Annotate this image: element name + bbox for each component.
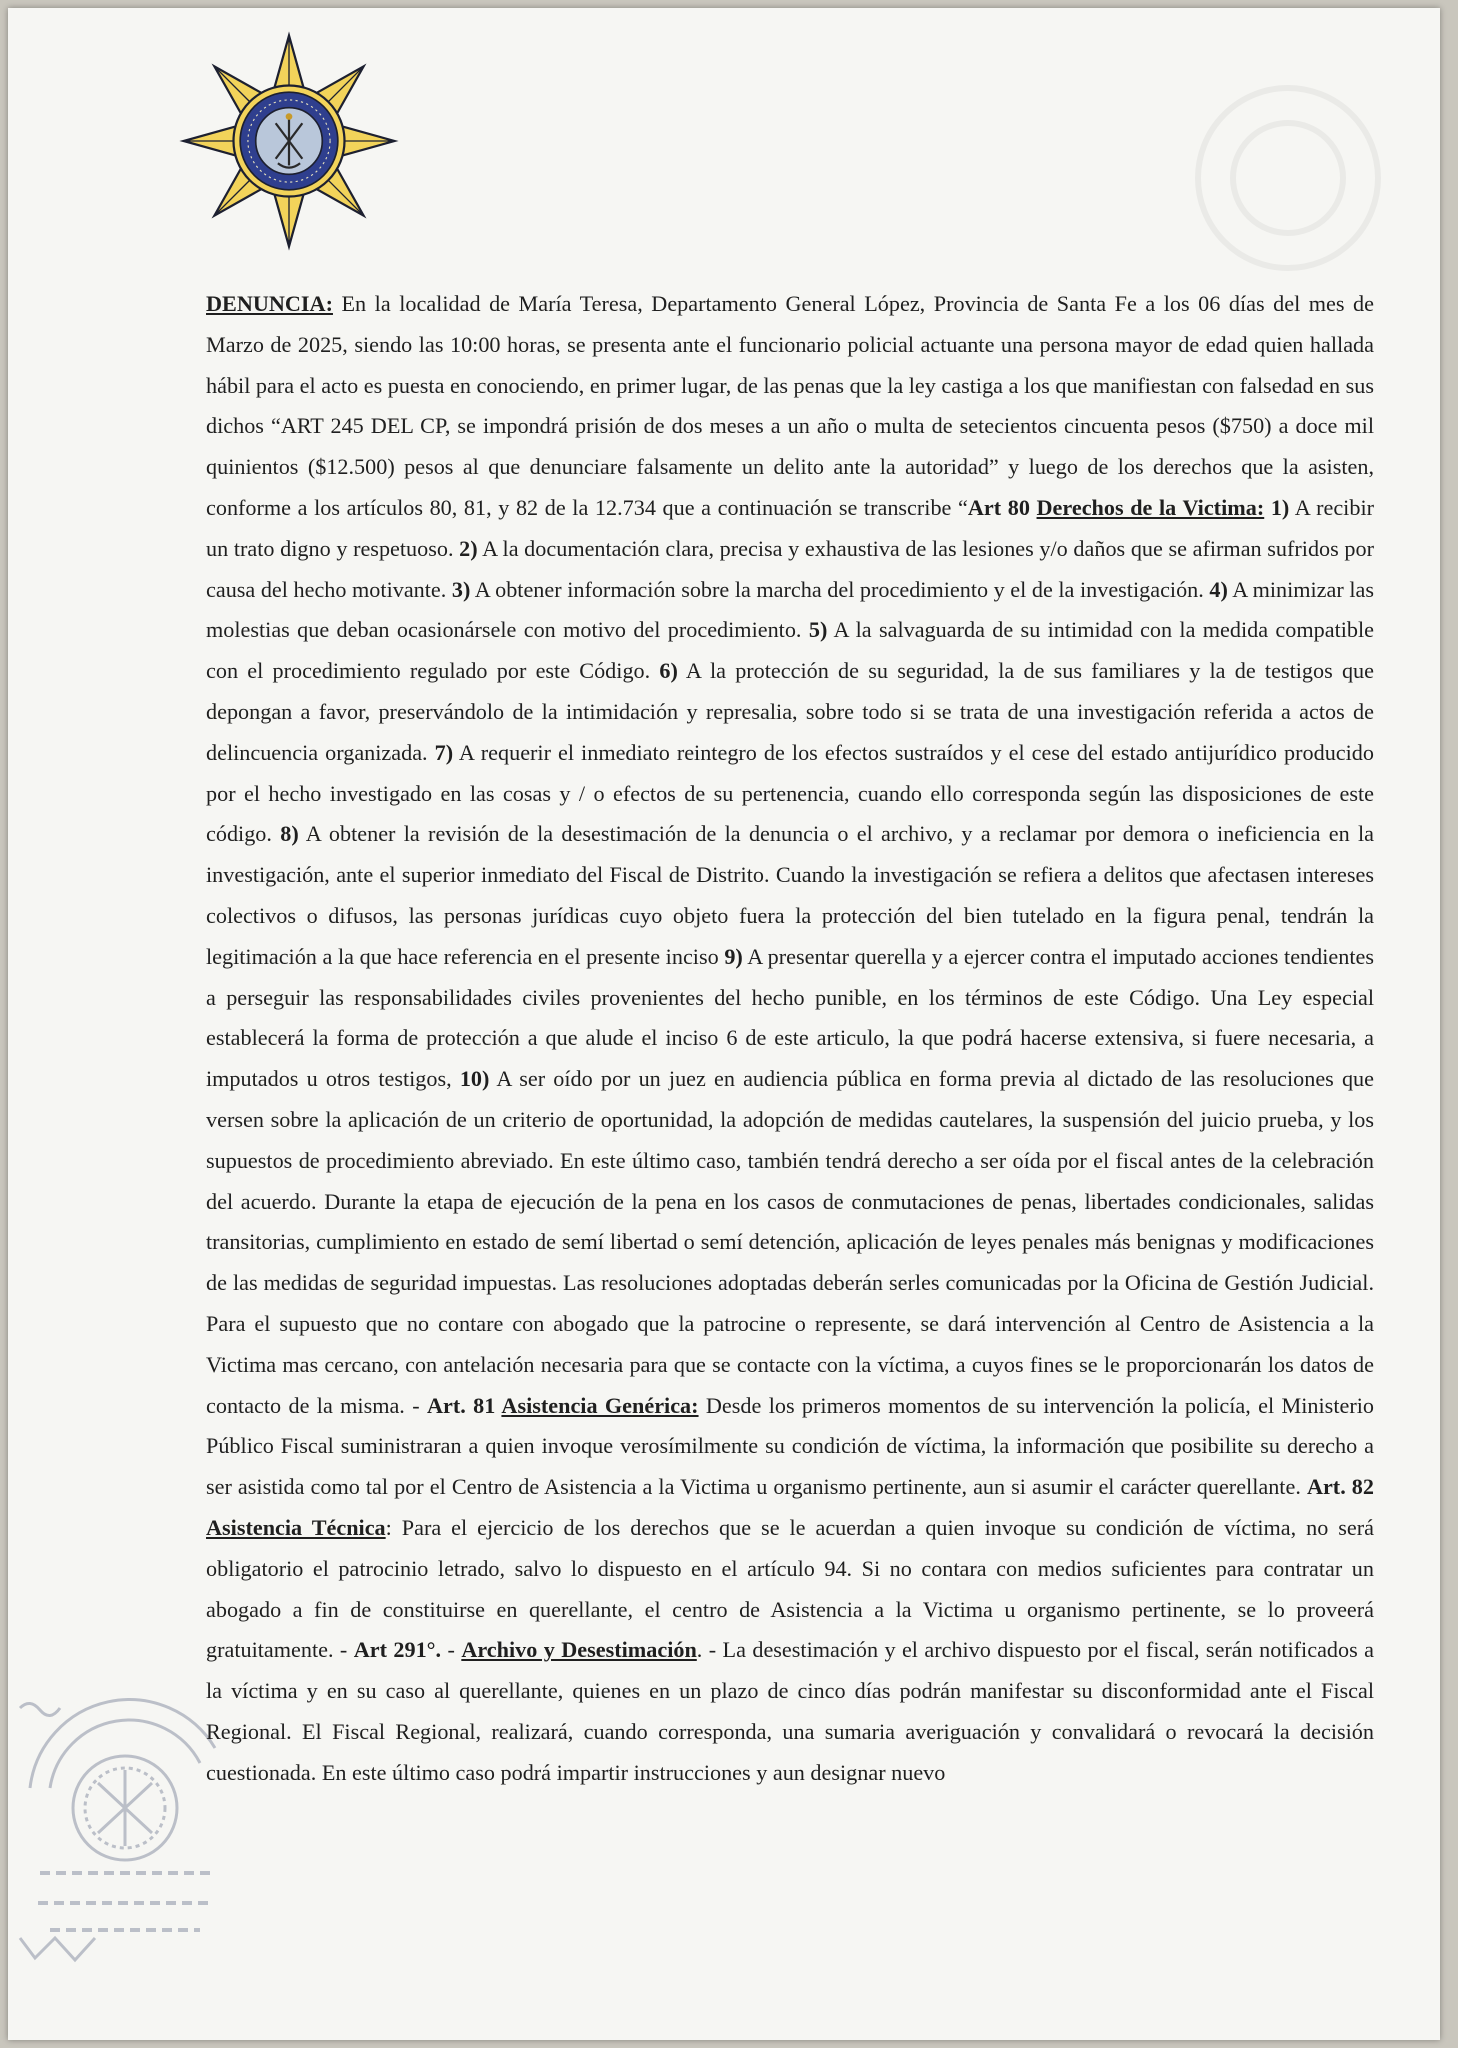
police-star-emblem-icon [178, 30, 400, 252]
section-heading: DENUNCIA: [206, 291, 333, 316]
bold-text: 2) [459, 535, 478, 561]
bold-text: 7) [434, 739, 454, 765]
bold-text: 3) [451, 576, 471, 602]
body-text: A la documentación clara, precisa y exhaustiva de las lesiones y/o daños que se afirman sufridos por causa del hecho motivante. [206, 535, 1374, 602]
body-text: A la salvaguarda de su intimidad con la medida compatible con el procedimiento regulado por este Código. [206, 617, 1375, 684]
bold-text: 1) [1270, 494, 1290, 520]
bold-text: 10) [459, 1066, 490, 1092]
complaint-paragraph [206, 284, 1374, 1793]
body-text: - [441, 1637, 462, 1663]
body-text: A presentar querella y a ejercer contra el imputado acciones tendientes a perseguir las responsabilidades civiles provenientes del hecho punible, en los términos de este Código. Una Ley especial establecerá la forma de protección a que alude el inciso 6 de este articulo, la que podrá hacerse extensiva, si fuere necesaria, a imputados u otros testigos, [206, 943, 1374, 1092]
body-text: A minimizar las molestias que deban ocasionársele con motivo del procedimiento. [206, 576, 1374, 643]
document-page [8, 8, 1440, 2040]
bold-text: 8) [280, 821, 299, 847]
section-heading: Archivo y Desestimación [461, 1637, 697, 1663]
section-heading: Derechos de la Victima: [1036, 494, 1265, 520]
bold-text: 9) [724, 943, 743, 969]
bold-text: 6) [659, 658, 678, 684]
body-text: A la protección de su seguridad, la de sus familiares y la de testigos que depongan a favor, preservándolo de la intimidación y represalia, sobre todo si se trata de una investigación referida a actos de delincuencia organizada. [206, 658, 1375, 765]
bold-text: Art. 81 [426, 1392, 502, 1418]
body-text: A obtener información sobre la marcha del procedimiento y el de la investigación. [470, 576, 1210, 602]
body-text: Desde los primeros momentos de su intervención la policía, el Ministerio Público Fiscal suministraran a quien invoque verosímilmente su condición de víctima, la información que posibilite su derecho a ser asistida como tal por el Centro de Asistencia a la Victima u organismo pertinente, aun si asumir el carácter querellante. [206, 1392, 1374, 1500]
bold-text: 5) [808, 617, 828, 643]
body-text: A requerir el inmediato reintegro de los efectos sustraídos y el cese del estado antijurídico producido por el hecho investigado en las cosas y / o efectos de su pertenencia, cuando ello corresponda según las disposiciones de este código. [206, 739, 1374, 847]
watermark-emblem-icon [1188, 78, 1388, 278]
bold-text: Art 291°. [353, 1637, 442, 1663]
body-text: A recibir un trato digno y respetuoso. [206, 494, 1374, 561]
body-text: : Para el ejercicio de los derechos que se le acuerdan a quien invoque su condición de víctima, no será obligatorio el patrocinio letrado, salvo lo dispuesto en el artículo 94. Si no contara con medios suficientes para contratar un abogado a fin de constituirse en querellante, el centro de Asistencia a la Victima u organismo pertinente, se lo proveerá gratuitamente. - [206, 1514, 1374, 1663]
body-text: A ser oído por un juez en audiencia pública en forma previa al dictado de las resoluciones que versen sobre la aplicación de un criterio de oportunidad, la adopción de medidas cautelares, la suspensión del juicio prueba, y los supuestos de procedimiento abreviado. En este último caso, también tendrá derecho a ser oída por el fiscal antes de la celebración del acuerdo. Durante la etapa de ejecución de la pena en los casos de conmutaciones de penas, libertades condicionales, salidas transitorias, cumplimiento en estado de semí libertad o semí detención, aplicación de leyes penales más benignas y modificaciones de las medidas de seguridad impuestas. Las resoluciones adoptadas deberán serles comunicadas por la Oficina de Gestión Judicial. Para el supuesto que no contare con abogado que la patrocine o represente, se dará intervención al Centro de Asistencia a la Victima mas cercano, con antelación necesaria para que se contacte con la víctima, a cuyos fines se le proporcionarán los datos de contacto de la misma. - [206, 1066, 1374, 1418]
complaint-body [206, 284, 1374, 1793]
bold-text: Art 80 [967, 494, 1037, 520]
bold-text: 4) [1209, 576, 1228, 602]
body-text: A obtener la revisión de la desestimación de la denuncia o el archivo, y a reclamar por demora o ineficiencia en la investigación, ante el superior inmediato del Fiscal de Distrito. Cuando la investigación se refiera a delitos que afectasen intereses colectivos o difusos, las personas jurídicas cuyo objeto fuera la protección del bien tutelado en la figura penal, tendrán la legitimación a la que hace referencia en el presente inciso [206, 821, 1375, 969]
bold-text: Art. 82 [1306, 1474, 1374, 1500]
body-text [1264, 495, 1271, 520]
body-text: En la localidad de María Teresa, Departamento General López, Provincia de Santa Fe a los 06 días del mes de Marzo de 2025, siendo las 10:00 horas, se presenta ante el funcionario policial actuante una persona mayor de edad quien hallada hábil para el acto es puesta en conociendo, en primer lugar, de las penas que la ley castiga a los que manifiestan con falsedad en sus dichos “ART 245 DEL CP, se impondrá prisión de dos meses a un año o multa de setecientos cincuenta pesos ($750) a doce mil quinientos ($12.500) pesos al que denunciare falsamente un delito ante la autoridad” y luego de los derechos que la asisten, conforme a los artículos 80, 81, y 82 de la 12.734 que a continuación se transcribe “ [206, 291, 1374, 520]
section-heading: Asistencia Técnica [206, 1514, 386, 1540]
body-text: . - La desestimación y el archivo dispuesto por el fiscal, serán notificados a la víctima y en su caso al querellante, quienes en un plazo de cinco días podrán manifestar su disconformidad ante el Fiscal Regional. El Fiscal Regional, realizará, cuando corresponda, una sumaria averiguación y convalidará o revocará la decisión cuestionada. En este último caso podrá impartir instrucciones y aun designar nuevo [206, 1637, 1374, 1785]
section-heading: Asistencia Genérica: [501, 1392, 699, 1418]
